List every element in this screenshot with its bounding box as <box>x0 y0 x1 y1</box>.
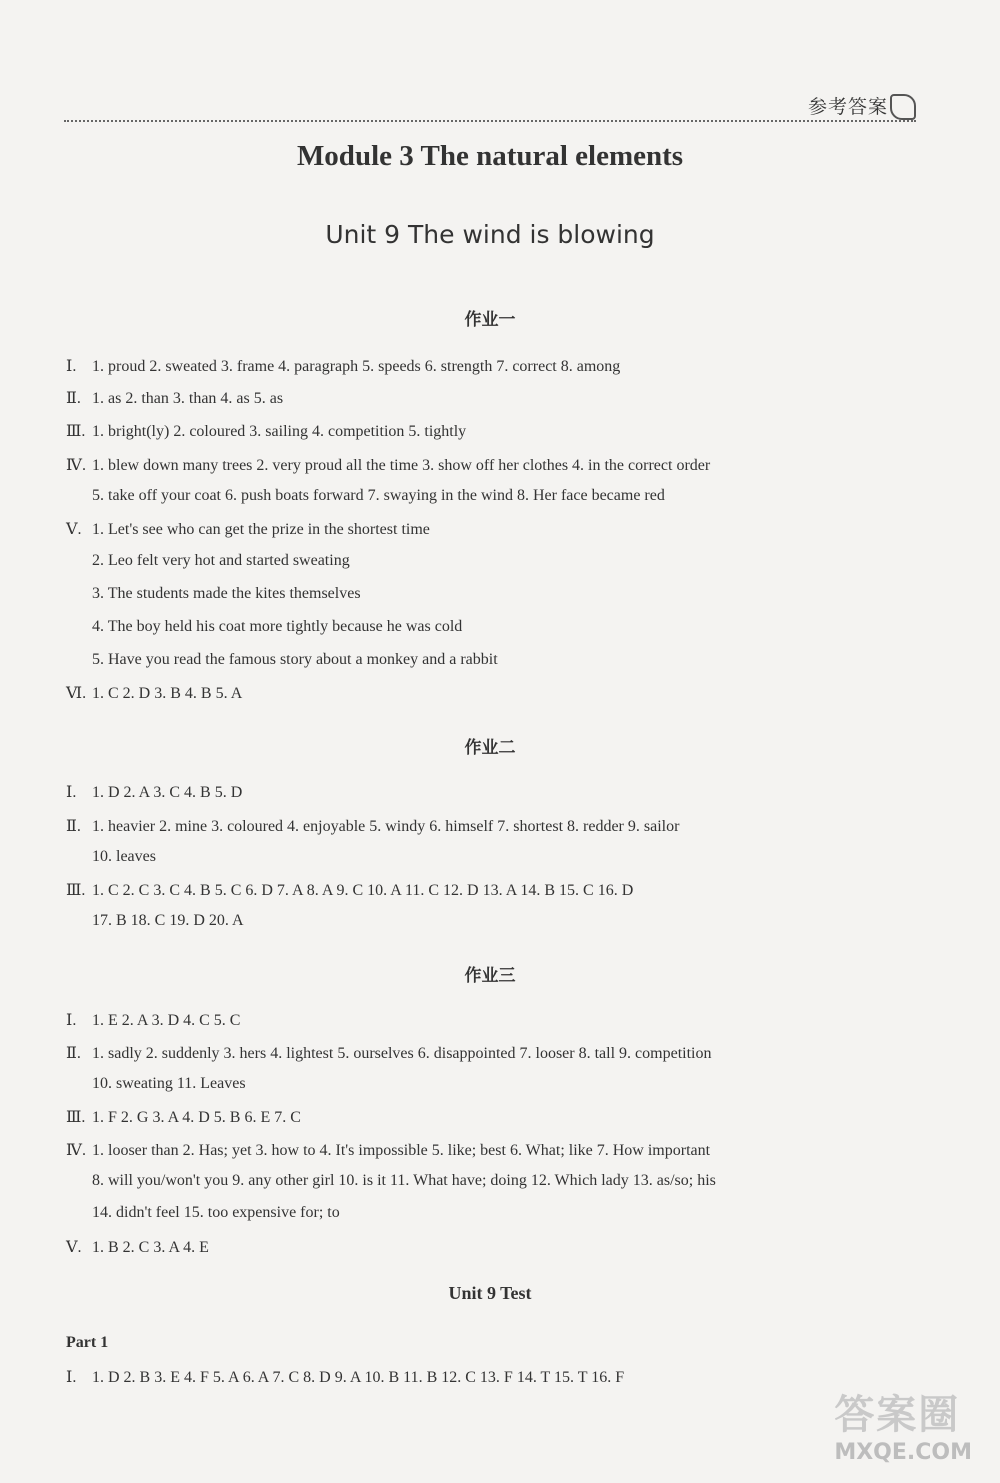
answer-line: Ⅴ. 1. Let's see who can get the prize in the shortest time <box>66 521 430 538</box>
homework-title: 作业二 <box>464 738 516 758</box>
header-rule <box>64 120 916 122</box>
answer-line: Ⅱ. 1. as 2. than 3. than 4. as 5. as <box>66 390 284 407</box>
answer-line: Ⅰ. 1. D 2. B 3. E 4. F 5. A 6. A 7. C 8. D 9. A 10. B 11. B 12. C 13. F 14. T 15. T 16. F <box>66 1369 625 1386</box>
answer-line: Ⅰ. 1. D 2. A 3. C 4. B 5. D <box>66 784 243 801</box>
answer-line: 5. take off your coat 6. push boats forward 7. swaying in the wind 8. Her face became red <box>92 487 665 504</box>
watermark-url: MXQE.COM <box>834 1440 972 1465</box>
answer-line: Ⅲ. 1. F 2. G 3. A 4. D 5. B 6. E 7. C <box>66 1109 301 1126</box>
answer-line: Ⅲ. 1. bright(ly) 2. coloured 3. sailing 4. competition 5. tightly <box>66 423 467 440</box>
answer-line: 17. B 18. C 19. D 20. A <box>92 912 244 929</box>
test-title: Unit 9 Test <box>448 1283 532 1303</box>
answer-line: 14. didn't feel 15. too expensive for; to <box>92 1204 340 1221</box>
answer-line: Ⅰ. 1. E 2. A 3. D 4. C 5. C <box>66 1012 241 1029</box>
answer-line: Ⅱ. 1. sadly 2. suddenly 3. hers 4. lightest 5. ourselves 6. disappointed 7. looser 8. tall 9. competition <box>66 1045 712 1062</box>
module-title: Module 3 The natural elements <box>296 140 684 172</box>
unit-title: Unit 9 The wind is blowing <box>325 220 655 249</box>
answer-line: Ⅵ. 1. C 2. D 3. B 4. B 5. A <box>66 685 243 702</box>
homework-title: 作业一 <box>464 310 516 330</box>
answer-line: Ⅰ. 1. proud 2. sweated 3. frame 4. paragraph 5. speeds 6. strength 7. correct 8. among <box>66 358 621 375</box>
homework-title: 作业三 <box>464 966 516 986</box>
answer-line: 8. will you/won't you 9. any other girl 10. is it 11. What have; doing 12. Which lady 13. as/so; his <box>92 1172 716 1189</box>
answer-line: 10. leaves <box>92 848 156 865</box>
answer-line: Ⅱ. 1. heavier 2. mine 3. coloured 4. enjoyable 5. windy 6. himself 7. shortest 8. redder 9. sailor <box>66 818 680 835</box>
answer-line: Ⅴ. 1. B 2. C 3. A 4. E <box>66 1239 209 1256</box>
part-label: Part 1 <box>66 1334 109 1351</box>
answer-line: 2. Leo felt very hot and started sweating <box>92 552 350 569</box>
answer-line: 4. The boy held his coat more tightly because he was cold <box>92 618 463 635</box>
watermark <box>834 1383 972 1465</box>
watermark-logo-text: 答案圈 <box>834 1392 961 1438</box>
answer-line: Ⅳ. 1. blew down many trees 2. very proud all the time 3. show off her clothes 4. in the correct order <box>66 457 711 474</box>
answer-line: 3. The students made the kites themselves <box>92 585 361 602</box>
header-tag: 参考答案 <box>807 96 888 118</box>
answer-line: 5. Have you read the famous story about a monkey and a rabbit <box>92 651 498 668</box>
answer-line: 10. sweating 11. Leaves <box>92 1075 246 1092</box>
header-leaf-icon <box>890 94 916 120</box>
answer-line: Ⅳ. 1. looser than 2. Has; yet 3. how to 4. It's impossible 5. like; best 6. What; like 7. How important <box>66 1142 711 1159</box>
answer-line: Ⅲ. 1. C 2. C 3. C 4. B 5. C 6. D 7. A 8. A 9. C 10. A 11. C 12. D 13. A 14. B 15. C 16. D <box>66 882 634 899</box>
